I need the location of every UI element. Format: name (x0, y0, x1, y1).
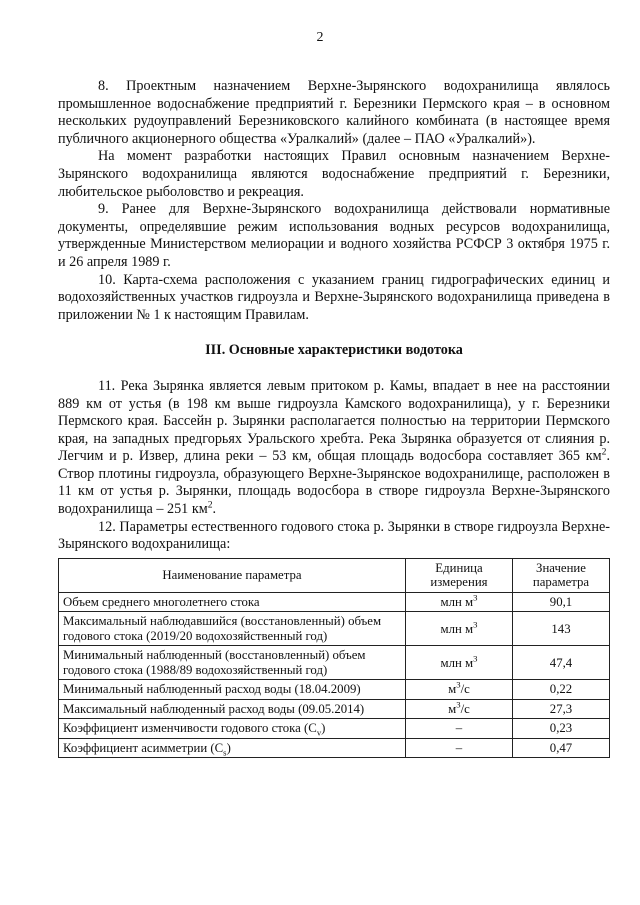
paragraph-11-text-3: . (212, 501, 217, 518)
paragraph-11-text-1: 11. Река Зырянка является левым притоком р. Камы, впадает в нее на расстоянии 889 км от устья (в 198 км выше гидроузла Камского водохранилища), у г. Березники Пермского края. Бассейн р. Зырянки располагается полностью на территории Пермского края, на западных предгорьях Уральского хребта. Река Зырянка образуется от слияния р. Легчим и р. Извер, длина реки – 53 км, общая площадь водосбора составляет 365 км (58, 377, 610, 465)
header-value: Значение параметра (513, 558, 610, 592)
param-value: 27,3 (513, 699, 610, 719)
param-unit: млн $м^3$ (406, 646, 513, 680)
header-name: Наименование параметра (59, 558, 406, 592)
paragraph-8-continued: На момент разработки настоящих Правил основным назначением Верхне-Зырянского водохранилища являются водоснабжение предприятий г. Березники, любительское рыболовство и рекреация. (58, 148, 610, 200)
param-value: 143 (513, 612, 610, 646)
param-value: 0,23 (513, 719, 610, 739)
param-name: Коэффициент асимметрии $(C_s)$ (59, 738, 406, 758)
param-unit: млн $м^3$ (406, 592, 513, 612)
header-unit: Единица измерения (406, 558, 513, 592)
table-row (59, 699, 610, 719)
parameters-table (58, 558, 610, 759)
superscript: 2 (601, 446, 607, 458)
table-row (59, 592, 610, 612)
param-name: Минимальный наблюденный (восстановленный) объем годового стока (1988/89 водохозяйственный год) (59, 646, 406, 680)
param-name: Коэффициент изменчивости годового стока $(C_v)$ (59, 719, 406, 739)
param-name: Максимальный наблюдавшийся (восстановленный) объем годового стока (2019/20 водохозяйственный год) (59, 612, 406, 646)
paragraph-10: 10. Карта-схема расположения с указанием границ гидрографических единиц и водохозяйственных участков гидроузла и Верхне-Зырянского водохранилища приведена в приложении № 1 к настоящим Правилам. (58, 271, 610, 323)
table-header-row (59, 558, 610, 592)
param-unit: $м^3/с$ (406, 680, 513, 700)
param-name: Минимальный наблюденный расход воды (18.04.2009) (59, 680, 406, 700)
table-row (59, 680, 610, 700)
param-value: 47,4 (513, 646, 610, 680)
param-unit: – (406, 719, 513, 739)
page-number: 2 (316, 30, 324, 45)
paragraph-11-text-2: . Створ плотины гидроузла, образующего Верхне-Зырянское водохранилище, расположен в 11 км от устья р. Зырянки, площадь водосбора в створе гидроузла Верхне-Зырянского водохранилища – 251 км (58, 448, 610, 518)
document-body (58, 78, 610, 758)
table-row (59, 612, 610, 646)
param-value: 90,1 (513, 592, 610, 612)
param-unit: $м^3/с$ (406, 699, 513, 719)
table-row (59, 719, 610, 739)
table-row (59, 738, 610, 758)
param-unit: млн $м^3$ (406, 612, 513, 646)
param-value: 0,47 (513, 738, 610, 758)
paragraph-12: 12. Параметры естественного годового стока р. Зырянки в створе гидроузла Верхне-Зырянского водохранилища: (58, 518, 610, 553)
paragraph-11 (58, 378, 610, 519)
param-name: Объем среднего многолетнего стока (59, 592, 406, 612)
param-unit: – (406, 738, 513, 758)
param-value: 0,22 (513, 680, 610, 700)
param-name: Максимальный наблюденный расход воды (09.05.2014) (59, 699, 406, 719)
section-title: III. Основные характеристики водотока (205, 342, 463, 359)
paragraph-8: 8. Проектным назначением Верхне-Зырянского водохранилища являлось промышленное водоснабжение предприятий г. Березники Пермского края – в основном нескольких рудоуправлений Березниковского калийного комбината (в настоящее время публичного акционерного общества «Уралкалий» (далее – ПАО «Уралкалий»). (58, 78, 610, 147)
table-row (59, 646, 610, 680)
superscript: 2 (207, 499, 213, 511)
paragraph-9: 9. Ранее для Верхне-Зырянского водохранилища действовали нормативные документы, определявшие режим использования водных ресурсов водохранилища, утвержденные Министерством мелиорации и водного хозяйства РСФСР 3 октября 1975 г. и 26 апреля 1989 г. (58, 201, 610, 270)
